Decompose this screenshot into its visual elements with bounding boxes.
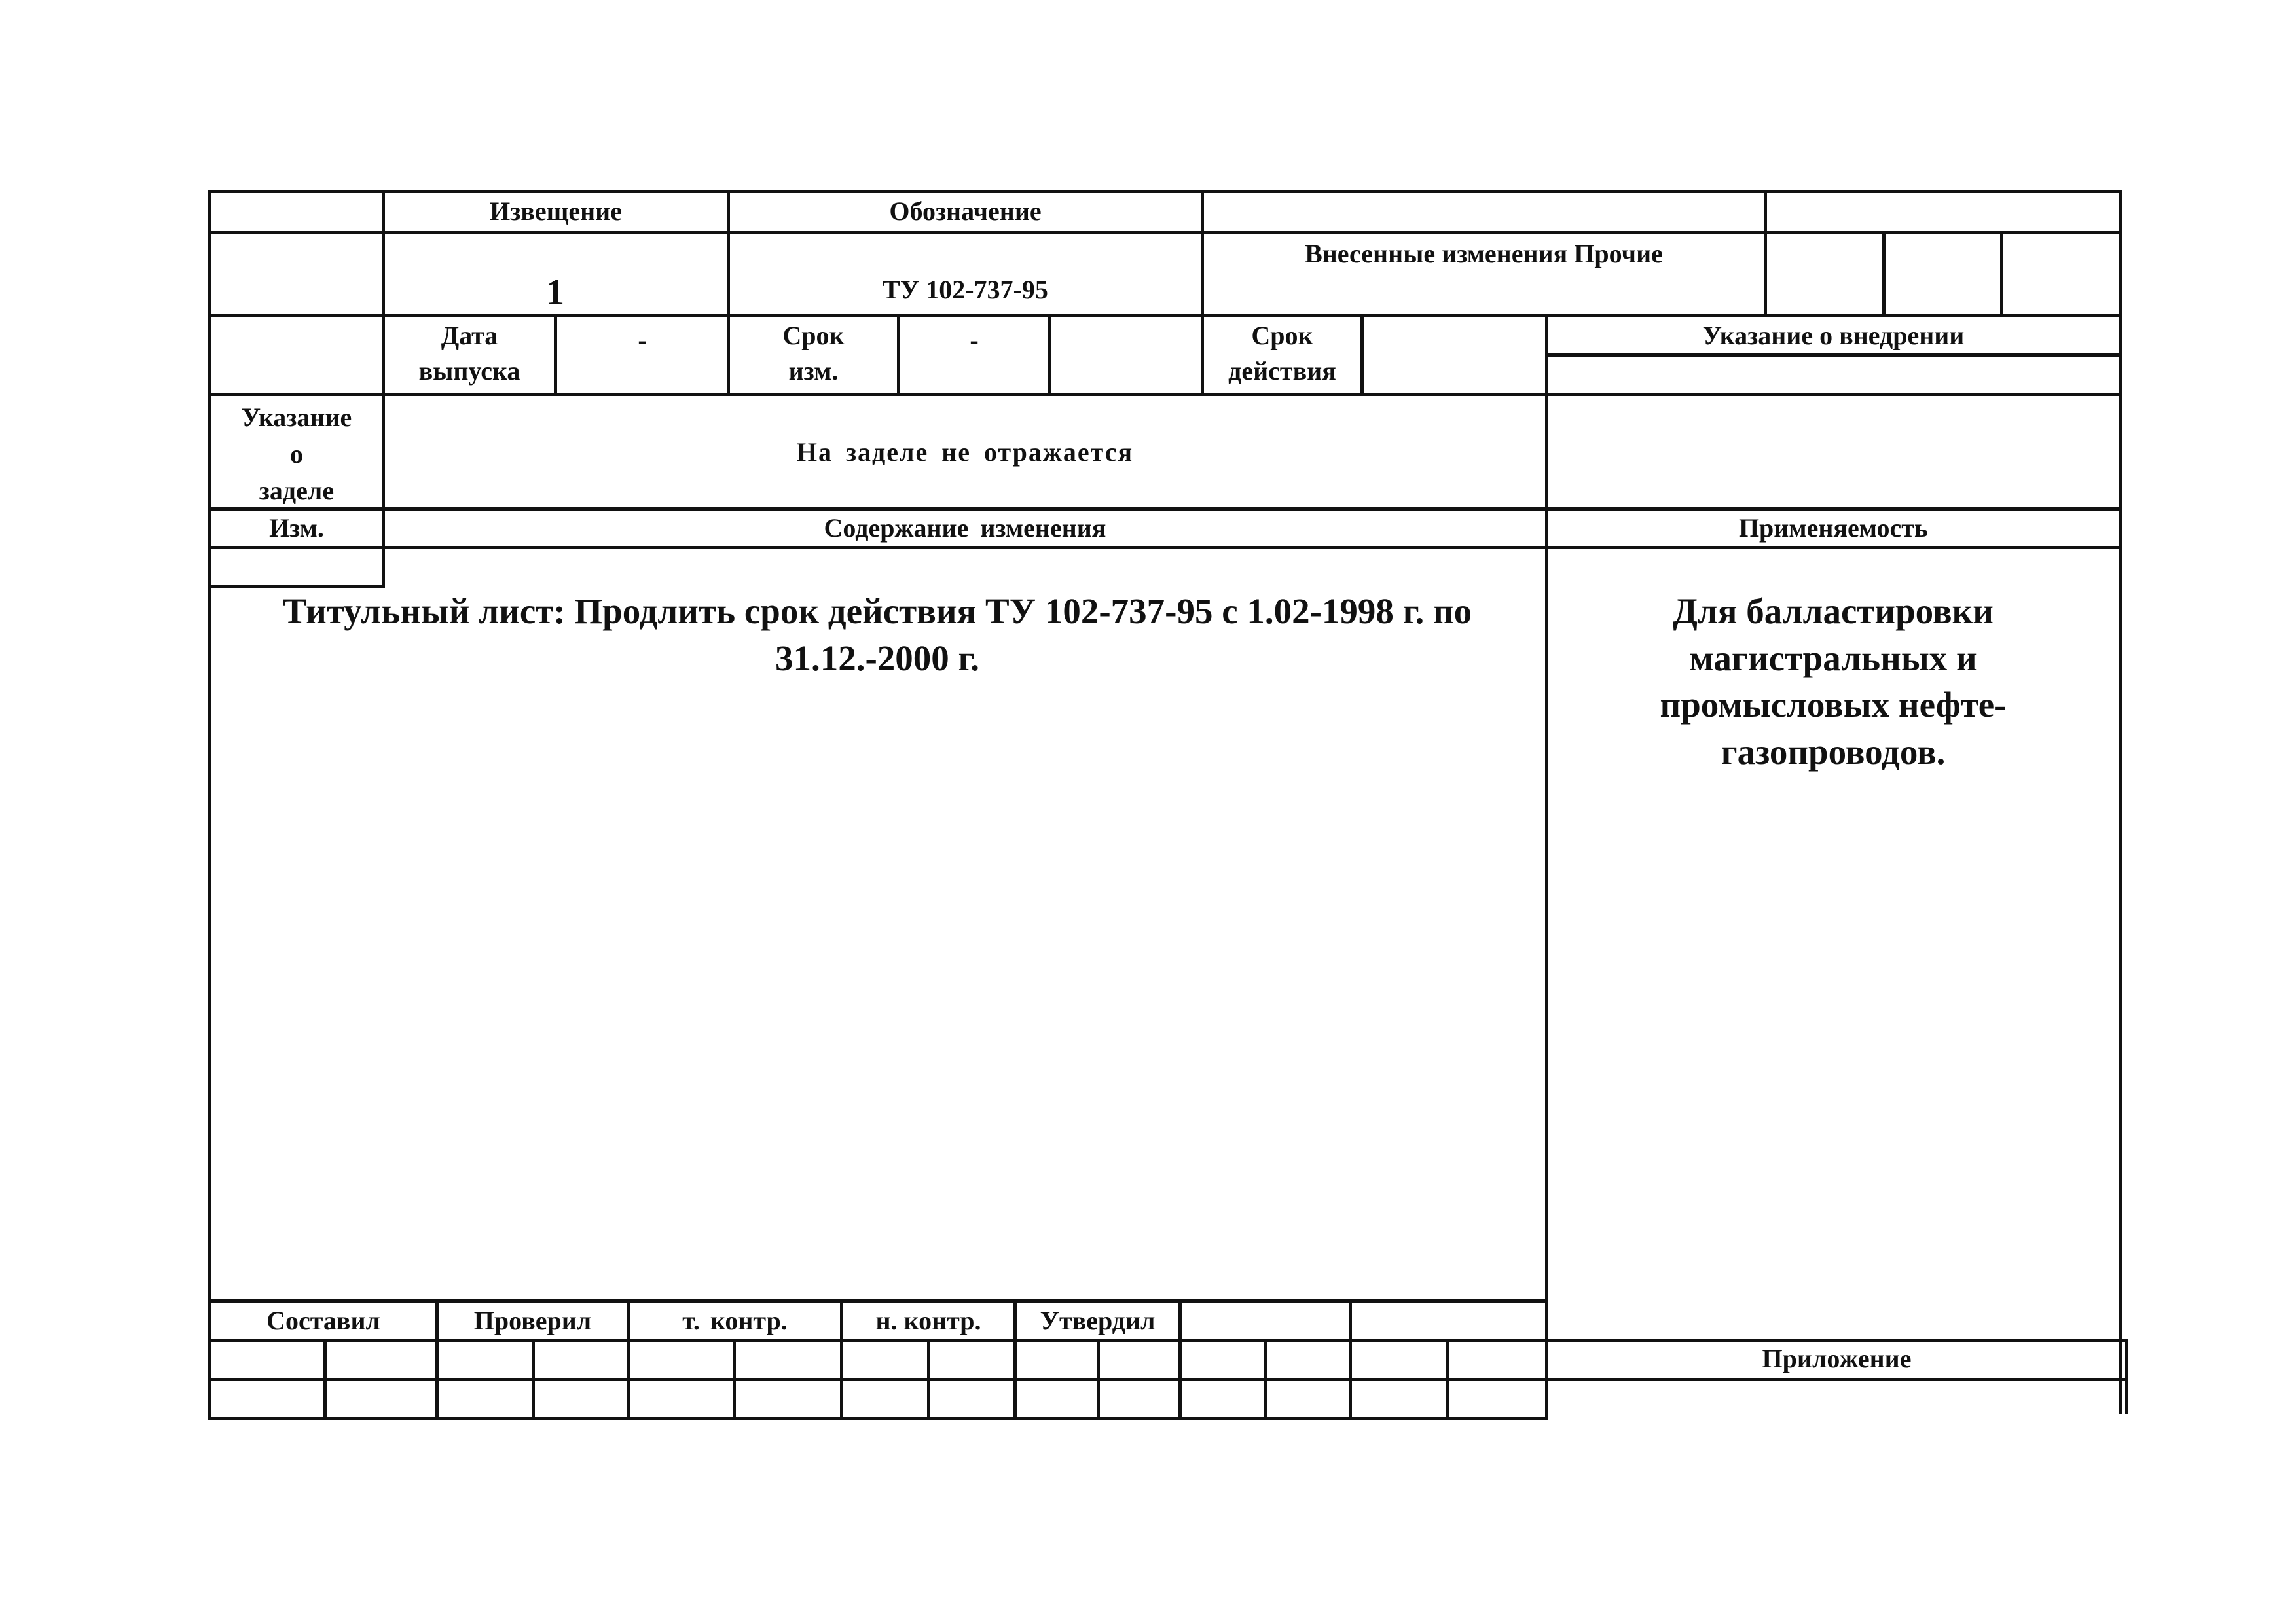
line-sign-middle [208,1378,2128,1381]
implementation-label: Указание о внедрении [1702,321,1965,350]
line-col-box2 [1882,231,1886,314]
line-sign-labels-bottom [208,1339,2128,1342]
approved-label: Утвердил [1040,1306,1156,1335]
change-term-label-line2: изм. [788,356,839,386]
validity-label-line1: Срок [1251,321,1313,350]
line-sign-v10 [1178,1299,1182,1420]
change-no-header: Изм. [269,513,324,543]
change-term-label [730,321,897,386]
checked-label: Проверил [473,1306,592,1335]
release-date-label-line2: выпуска [418,356,520,386]
change-term-value: - [970,325,979,355]
other-changes-label: Внесенные изменения Прочие [1305,239,1663,268]
line-sign-top [208,1299,1548,1303]
line-sign-v1 [323,1339,327,1420]
release-date-value: - [638,325,647,355]
applicability-header: Применяемость [1738,513,1929,543]
appendix-label: Приложение [1762,1344,1912,1373]
line-col-box3 [2000,231,2003,314]
tech-control-label: т. контр. [682,1306,788,1335]
backlog-label-line3: заделе [259,476,335,505]
backlog-label [211,399,382,509]
designation-value: ТУ 102-737-95 [883,275,1048,304]
line-header-bottom [208,314,2122,317]
validity-label [1204,321,1360,386]
change-text: Титульный лист: Продлить срок действия ТУ 102-737-95 с 1.02-1998 г. по 31.12.-2000 г. [282,591,1472,678]
line-top [208,190,2122,193]
line-sign-v5 [733,1339,736,1420]
line-sign-v13 [1446,1339,1449,1420]
applicability-text: Для балластировки магистральных и промысловых нефте-газопроводов. [1660,591,2007,772]
change-content-header: Содержание изменения [824,513,1106,543]
line-implementation-under [1545,353,2122,357]
backlog-label-line1: Указание [241,403,352,432]
notice-number: 1 [546,272,564,313]
line-dates-bottom [208,393,2122,396]
backlog-label-line2: о [290,439,303,469]
line-term-value-right [1048,314,1051,393]
release-date-label-line1: Дата [441,321,498,350]
line-right-border [2119,190,2122,1414]
change-term-label-line1: Срок [782,321,845,350]
line-sign-v9 [1097,1339,1100,1420]
line-sign-v3 [532,1339,535,1420]
line-applicability-left [1545,314,1548,1420]
line-validity-value-left [1360,314,1364,393]
line-columns-bottom [208,546,2122,549]
norm-control-label: н. контр. [875,1306,981,1335]
notice-label: Извещение [490,196,622,226]
line-sign-v11 [1264,1339,1267,1420]
line-backlog-bottom [208,507,2122,511]
backlog-value: На заделе не отражается [796,437,1134,467]
line-header-under-labels [208,231,2122,234]
line-right-appendix [2125,1339,2128,1414]
designation-label: Обозначение [889,196,1042,226]
line-sign-bottom [208,1417,1548,1420]
line-sign-v12 [1349,1299,1352,1420]
line-col-box1 [1764,190,1767,314]
line-left-border [208,190,211,1420]
compiled-label: Составил [266,1306,380,1335]
validity-label-line2: действия [1228,356,1336,386]
line-sign-v7 [927,1339,930,1420]
release-date-label [385,321,554,386]
